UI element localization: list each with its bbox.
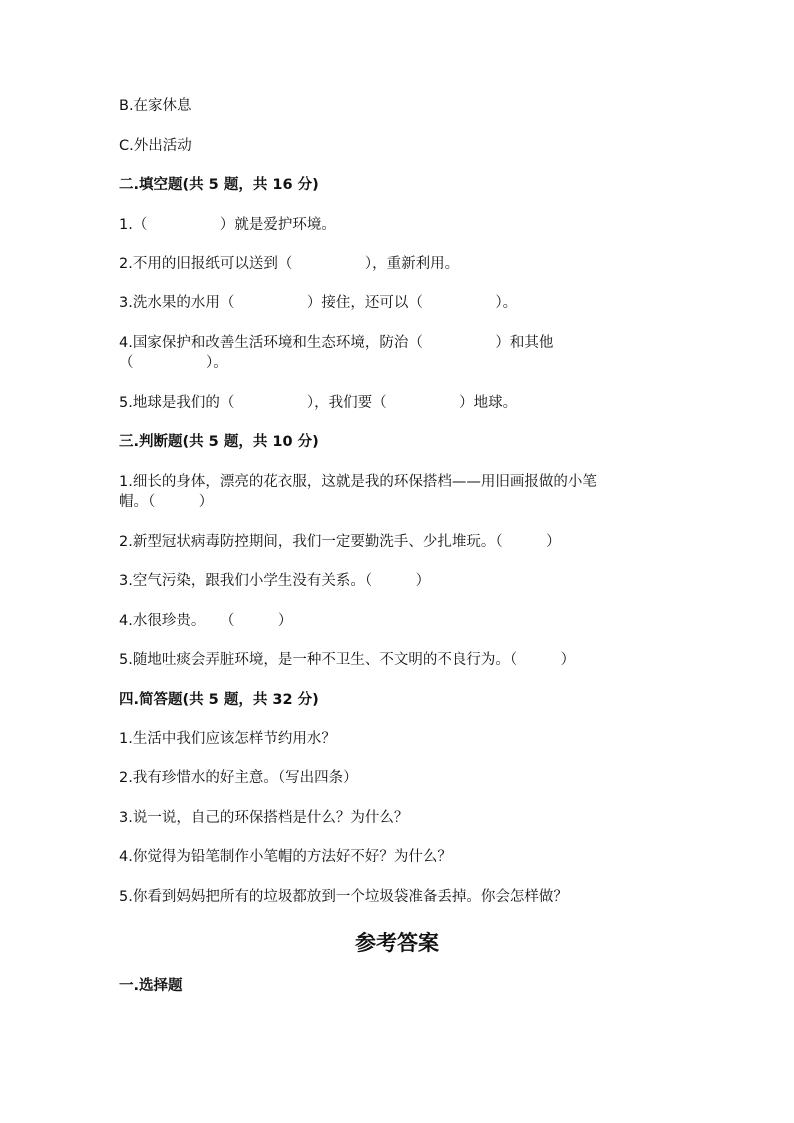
choice-option-c: C.外出活动 [119, 138, 192, 154]
choice-option-b: B.在家休息 [119, 98, 192, 114]
true-false-q4: 4.水很珍贵。 （ ） [119, 613, 293, 629]
fill-blank-q1: 1.（ ）就是爱护环境。 [119, 217, 336, 233]
true-false-q1-line2: 帽。（ ） [119, 494, 214, 510]
short-answer-q4: 4.你觉得为铅笔制作小笔帽的方法好不好？为什么？ [119, 849, 452, 865]
fill-blank-heading: 二.填空题(共 5 题，共 16 分) [119, 177, 319, 193]
true-false-q3: 3.空气污染，跟我们小学生没有关系。（ ） [119, 573, 431, 589]
answers-section-heading: 一.选择题 [119, 978, 183, 994]
true-false-heading: 三.判断题(共 5 题，共 10 分) [119, 434, 319, 450]
true-false-q5: 5.随地吐痰会弄脏环境，是一种不卫生、不文明的不良行为。（ ） [119, 652, 576, 668]
short-answer-q1: 1.生活中我们应该怎样节约用水？ [119, 731, 336, 747]
fill-blank-q5: 5.地球是我们的（ ），我们要（ ）地球。 [119, 395, 518, 411]
true-false-q2: 2.新型冠状病毒防控期间，我们一定要勤洗手、少扎堆玩。（ ） [119, 534, 561, 550]
short-answer-q5: 5.你看到妈妈把所有的垃圾都放到一个垃圾袋准备丢掉。你会怎样做？ [119, 889, 568, 905]
fill-blank-q3: 3.洗水果的水用（ ）接住，还可以（ ）。 [119, 295, 518, 311]
fill-blank-q4-line2: （ ）。 [119, 355, 228, 371]
true-false-q1-line1: 1.细长的身体，漂亮的花衣服，这就是我的环保搭档——用旧画报做的小笔 [119, 474, 597, 490]
fill-blank-q4-line1: 4.国家保护和改善生活环境和生态环境，防治（ ）和其他 [119, 335, 554, 351]
short-answer-q2: 2.我有珍惜水的好主意。（写出四条） [119, 770, 358, 786]
short-answer-heading: 四.简答题(共 5 题，共 32 分) [119, 692, 319, 708]
fill-blank-q2: 2.不用的旧报纸可以送到（ ），重新利用。 [119, 256, 460, 272]
answers-title: 参考答案 [355, 930, 439, 955]
short-answer-q3: 3.说一说，自己的环保搭档是什么？为什么？ [119, 810, 409, 826]
